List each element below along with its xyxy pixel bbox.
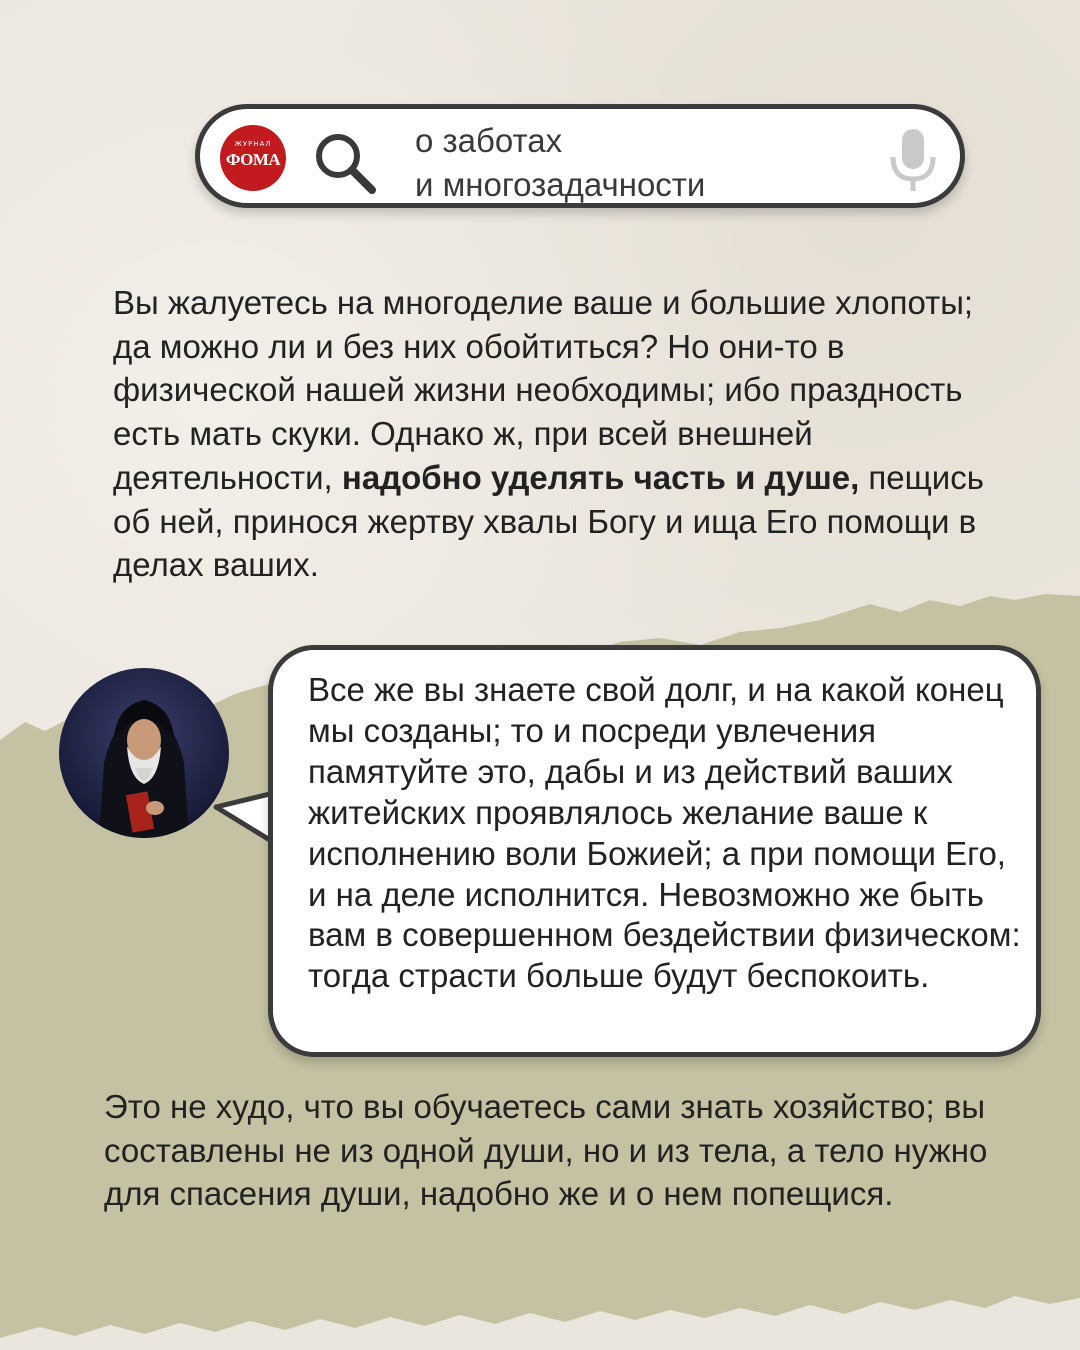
- quote-text: Все же вы знаете свой долг, и на какой конец мы созданы; то и посреди увлечения памятуйте это, дабы и из действий ваших житейских проявлялось желание ваше к исполнению воли Божией; а при помощи Его, и на деле исполнится. Невозможно же быть вам в совершенном бездействии физическом: тогда страсти больше будут беспокоить.: [308, 671, 1021, 995]
- microphone-icon[interactable]: [888, 127, 938, 193]
- search-query[interactable]: [415, 119, 855, 207]
- intro-bold-text: надобно уделять часть и душе,: [341, 458, 860, 496]
- query-line-2: и многозадачности: [415, 166, 706, 203]
- search-bar[interactable]: [195, 104, 965, 208]
- foma-logo: [220, 125, 286, 191]
- logo-top-text: ЖУРНАЛ: [234, 140, 272, 148]
- speech-bubble: [268, 645, 1041, 1057]
- intro-text-end: пещись об ней, принося жертву хвалы Богу и ища Его помощи в делах ваших.: [113, 458, 984, 584]
- intro-paragraph: [113, 281, 993, 587]
- query-line-1: о заботах: [415, 122, 563, 159]
- monk-portrait-avatar: [59, 668, 229, 838]
- monk-portrait-image: [59, 668, 229, 838]
- intro-text-start: Вы жалуетесь на многоделие ваше и большие хлопоты; да можно ли и без них обойтиться? Но они-то в физической нашей жизни необходимы; ибо праздность есть мать скуки. Однако ж, при всей внешней деятельности,: [113, 284, 974, 496]
- search-icon[interactable]: [312, 131, 376, 195]
- closing-paragraph: Это не худо, что вы обучаетесь сами знать хозяйство; вы составлены не из одной души, но и из тела, а тело нужно для спасения души, надобно же и о нем попещися.: [104, 1088, 988, 1213]
- logo-main-text: ФОМА: [225, 150, 281, 169]
